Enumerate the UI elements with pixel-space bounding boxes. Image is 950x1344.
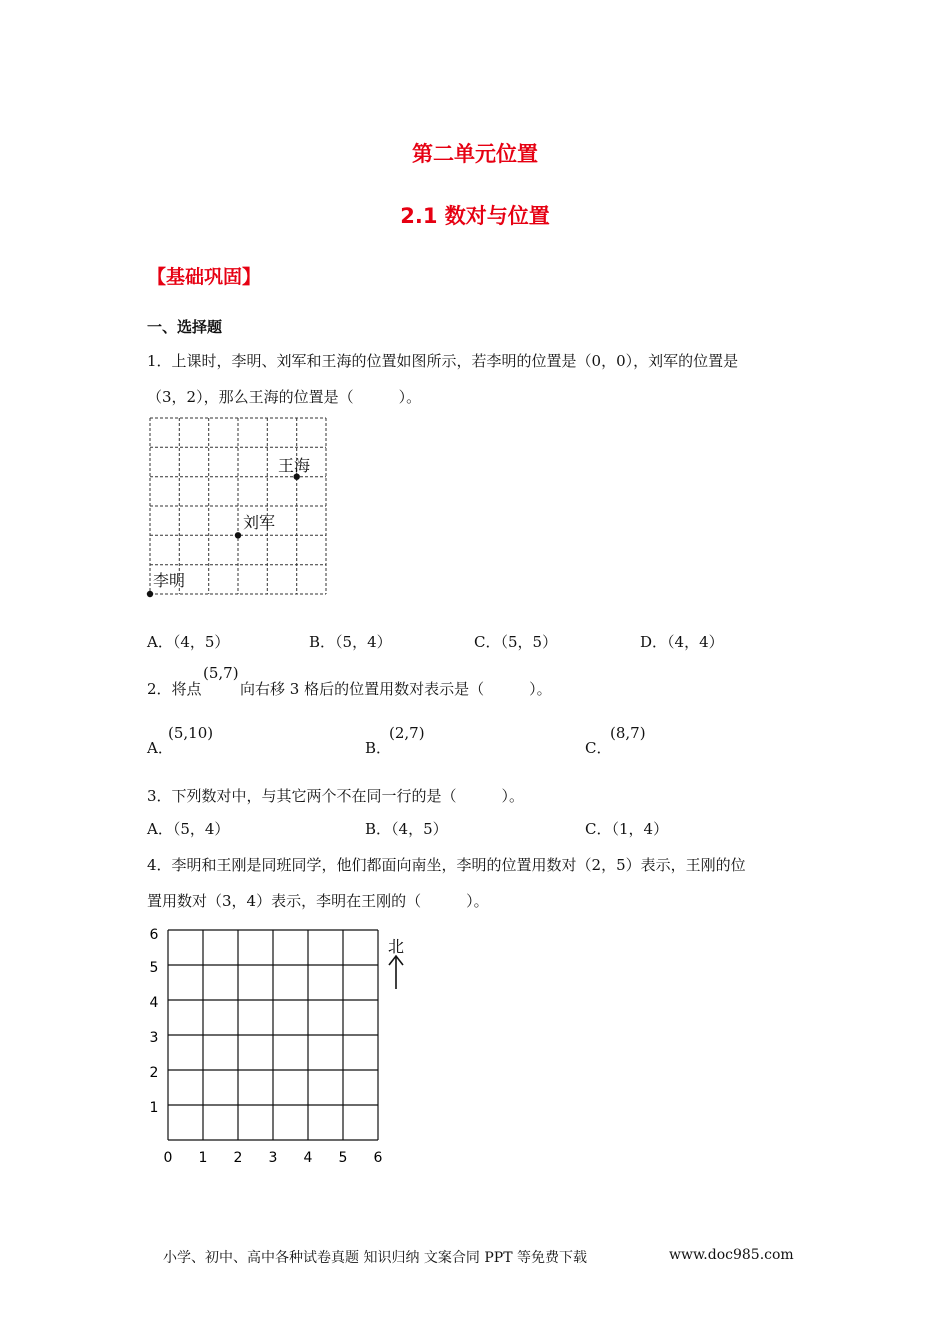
y-tick-5: 5 (149, 960, 159, 976)
section-heading: 【基础巩固】 (147, 266, 262, 288)
q1-text-line2: （3，2），那么王海的位置是（ ）。 (147, 388, 422, 406)
wang-hai-label: 王海 (278, 456, 311, 475)
x-tick-0: 0 (163, 1150, 173, 1166)
x-tick-6: 6 (373, 1150, 383, 1166)
li-ming-dot (147, 591, 153, 597)
north-arrow-icon (389, 956, 403, 989)
y-tick-6: 6 (149, 927, 159, 943)
footer-url[interactable]: www.doc985.com (669, 1247, 794, 1263)
q2-option-b-letter: B． (365, 739, 392, 757)
footer-text: 小学、初中、高中各种试卷真题 知识归纳 文案合同 PPT 等免费下载 (163, 1250, 587, 1266)
q1-option-c: C．（5，5） (474, 633, 558, 651)
q2-option-c-letter: C． (585, 739, 612, 757)
x-tick-1: 1 (198, 1150, 208, 1166)
y-tick-1: 1 (149, 1100, 159, 1116)
li-ming-label: 李明 (153, 571, 186, 590)
document-subtitle: 2.1 数对与位置 (400, 204, 550, 228)
y-tick-4: 4 (149, 995, 159, 1011)
document-title: 第二单元位置 (412, 142, 538, 166)
q3-option-a: A．（5，4） (147, 820, 230, 838)
q2-option-a-value: (5,10) (168, 724, 214, 742)
q2-prefix: 2．将点 (147, 680, 202, 698)
x-tick-4: 4 (303, 1150, 313, 1166)
q1-text-line1: 1．上课时，李明、刘军和王海的位置如图所示，若李明的位置是（0，0），刘军的位置是 (147, 352, 739, 370)
q4-text-line1: 4．李明和王刚是同班同学，他们都面向南坐，李明的位置用数对（2，5）表示，王刚的位 (147, 856, 746, 874)
q3-option-b: B．（4，5） (365, 820, 448, 838)
north-label: 北 (387, 937, 405, 956)
y-tick-2: 2 (149, 1065, 159, 1081)
q4-seat-grid (140, 920, 420, 1170)
q1-option-b: B．（5，4） (309, 633, 392, 651)
q2-option-a-letter: A． (147, 739, 173, 757)
q3-option-c: C．（1，4） (585, 820, 669, 838)
liu-jun-dot (235, 532, 241, 538)
liu-jun-label: 刘军 (243, 513, 276, 532)
q1-seat-grid (140, 410, 340, 605)
q2-point: (5,7) (203, 664, 239, 682)
y-tick-3: 3 (149, 1030, 159, 1046)
q2-suffix: 向右移 3 格后的位置用数对表示是（ ）。 (240, 680, 552, 698)
x-tick-3: 3 (268, 1150, 278, 1166)
part-heading: 一、选择题 (147, 318, 223, 336)
x-tick-2: 2 (233, 1150, 243, 1166)
q1-option-a: A．（4，5） (147, 633, 230, 651)
q2-option-c-value: (8,7) (610, 724, 646, 742)
q2-option-b-value: (2,7) (389, 724, 425, 742)
q3-text: 3．下列数对中，与其它两个不在同一行的是（ ）。 (147, 787, 525, 805)
q4-text-line2: 置用数对（3，4）表示，李明在王刚的（ ）。 (147, 892, 489, 910)
q1-option-d: D．（4，4） (640, 633, 724, 651)
x-tick-5: 5 (338, 1150, 348, 1166)
